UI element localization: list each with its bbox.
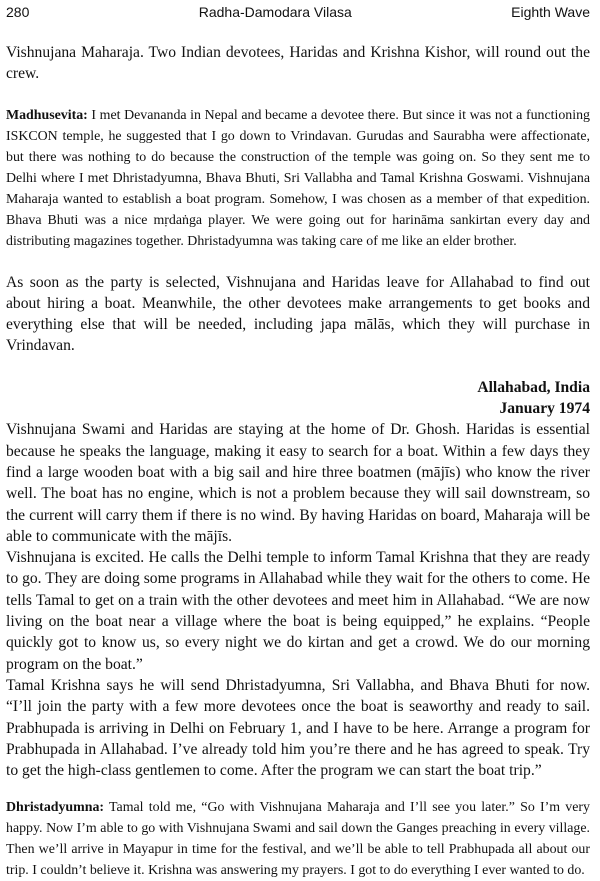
paragraph-crew: Vishnujana Maharaja. Two Indian devotees, Haridas and Krishna Kishor, will round out the crew. — [6, 44, 590, 83]
page-number: 280 — [6, 4, 30, 20]
paragraph-boat-search: Vishnujana Swami and Haridas are staying at the home of Dr. Ghosh. Haridas is essential because he speaks the language, making it easy to search for a boat. Within a few days they find a large wooden boat with a big sail and hire three boatmen (mājīs) who know the river well. The boat has no engine, which is not a problem because they will sail downstream, so the current will carry them if there is no wind. By having Haridas on board, Maharaja will be able to communicate with the mājīs. — [6, 421, 590, 545]
interview-madhusevita — [6, 105, 590, 252]
speaker-name: Dhristadyumna: — [6, 800, 105, 816]
dateline-date: January 1974 — [499, 400, 590, 418]
paragraph-party-selected: As soon as the party is selected, Vishnujana and Haridas leave for Allahabad to find out about hiring a boat. Meanwhile, the other devotees make arrangements to get books and everything else that will be needed, including japa mālās, which they will purchase in Vrindavan. — [6, 273, 590, 355]
interview-dhristadyumna — [6, 797, 590, 881]
chapter-title: Eighth Wave — [511, 4, 590, 20]
speaker-name: Madhusevita: — [6, 107, 88, 123]
interview-text: I met Devananda in Nepal and became a devotee there. But since it was not a functioning ISKCON temple, he suggested that I go down to Vrindavan. Gurudas and Saurabha were affectionate, but there was nothing to do because the construction of the temple was going on. So they sent me to Delhi where I met Dhristadyumna, Bhava Bhuti, Sri Vallabha and Tamal Krishna Goswami. Vishnujana Maharaja wanted to establish a boat program. Somehow, I was chosen as a member of that expedition. Bhava Bhuti was a nice mṛdaṅga player. We were going out for harināma sankirtan every day and distributing magazines together. Dhristadyumna was taking care of me like an elder brother. — [6, 107, 590, 249]
book-title: Radha-Damodara Vilasa — [198, 4, 352, 20]
paragraph-tamal-krishna: Tamal Krishna says he will send Dhristadyumna, Sri Vallabha, and Bhava Bhuti for now. “I’ll join the party with a few more devotees once the boat is seaworthy and ready to sail. Prabhupada is arriving in Delhi on February 1, and I have to be here. Arrange a program for Prabhupada in Allahabad. I’ve already told him you’re there and he has agreed to speak. Try to get the high-class gentlemen to come. After the program we can start the boat trip.” — [6, 676, 590, 780]
dateline-place: Allahabad, India — [477, 378, 590, 396]
paragraph-vishnujana-excited: Vishnujana is excited. He calls the Delhi temple to inform Tamal Krishna that they are ready to go. They are doing some programs in Allahabad while they wait for the others to come. He tells Tamal to get on a train with the other devotees and meet him in Allahabad. “We are now living on the boat near a village where the boat is being equipped,” he explains. “People quickly got to know us, so every night we do kirtan and get a crowd. We do our morning program on the boat.” — [6, 549, 590, 673]
running-header — [6, 4, 590, 21]
interview-text: Tamal told me, “Go with Vishnujana Maharaja and I’ll see you later.” So I’m very happy. Now I’m able to go with Vishnujana Swami and sail down the Ganges preaching in every village. Then we’ll arrive in Mayapur in time for the festival, and we’ll be able to tell Prabhupada all about our trip. I couldn’t believe it. Krishna was answering my prayers. I got to do everything I ever wanted to do. — [6, 800, 590, 879]
